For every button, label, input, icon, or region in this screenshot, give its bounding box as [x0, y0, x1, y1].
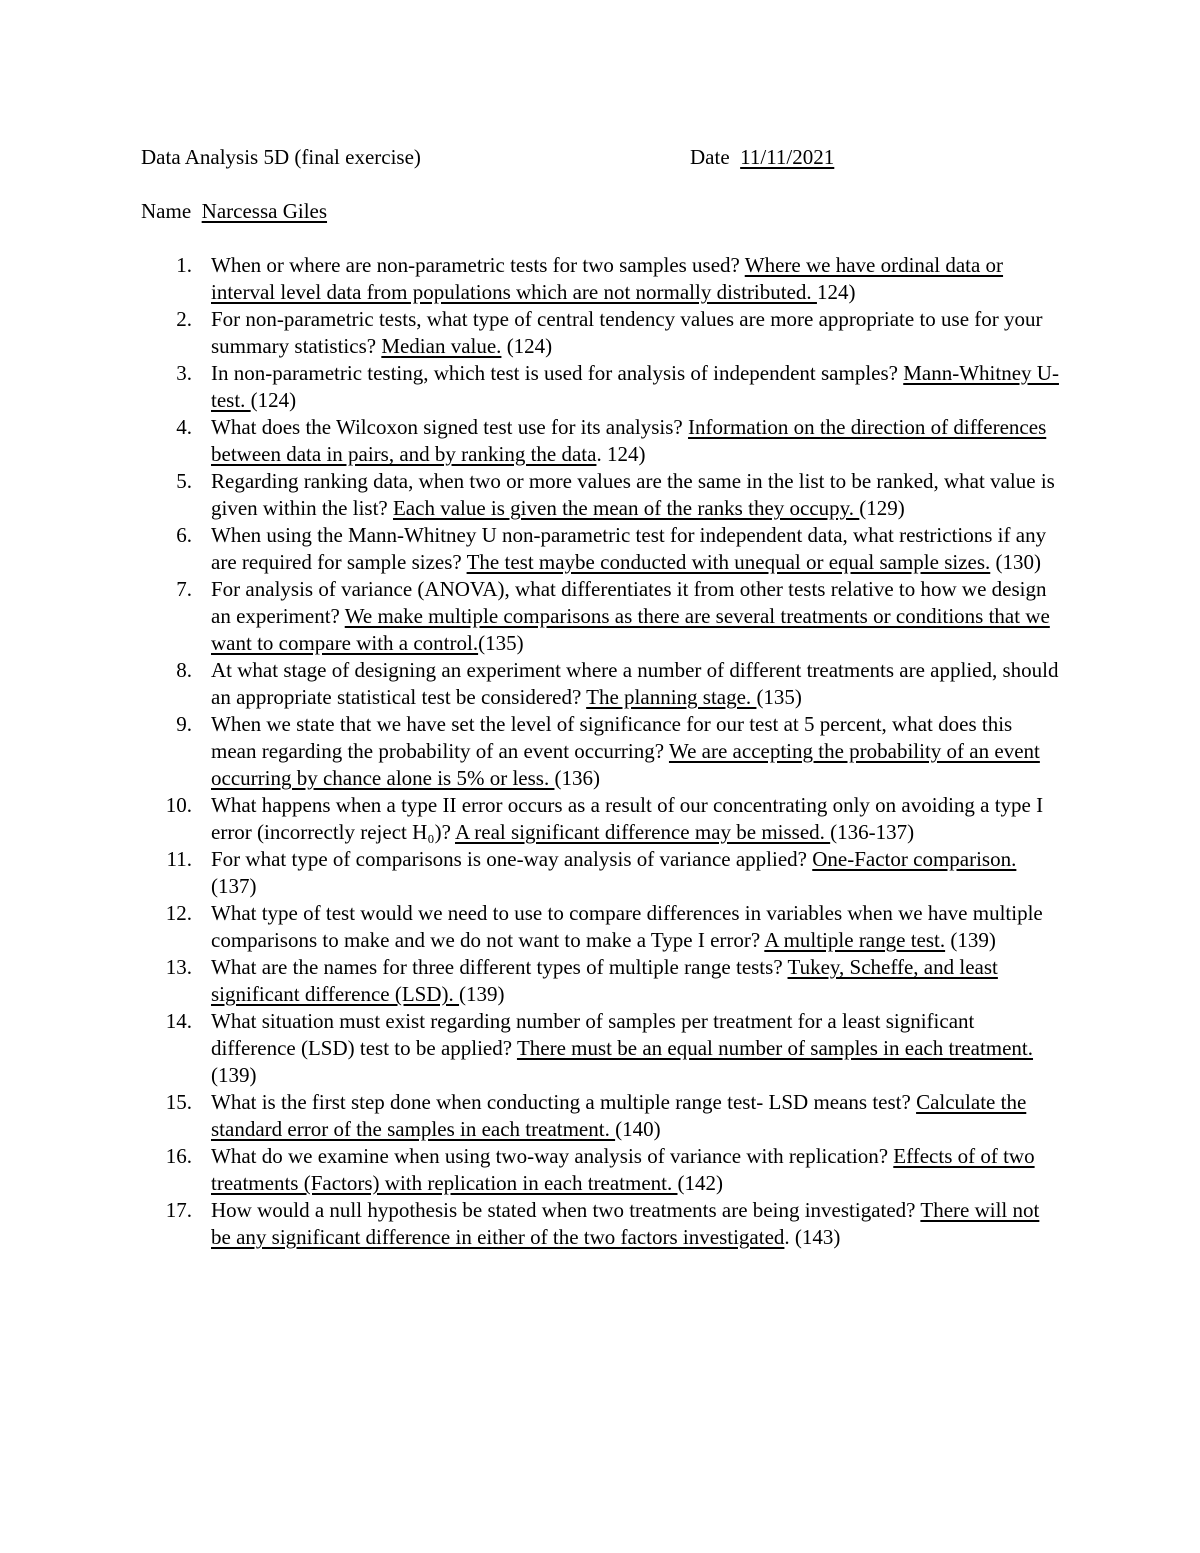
question-item [0, 900, 1061, 954]
page-reference: (135) [756, 685, 802, 709]
page-reference: (124) [250, 388, 297, 412]
question-text: When we state that we have set the level of significance for our test at 5 percent, what does this mean regarding the probability of an event occurring? [211, 712, 1013, 763]
answer-text: There will not be any significant difference in either of the two factors investigated [211, 1198, 1040, 1249]
question-number: 2. [176, 307, 192, 331]
answer-text: The planning stage. [586, 685, 757, 709]
name-value: Narcessa Giles [201, 199, 328, 223]
question-item [0, 414, 1061, 468]
page-reference: (135) [478, 631, 524, 655]
question-text: What situation must exist regarding number of samples per treatment for a least significant difference (LSD) test to be applied? [211, 1009, 975, 1060]
title-text: Data Analysis 5D (final exercise) [141, 145, 421, 169]
question-item [0, 657, 1061, 711]
question-text: What does the Wilcoxon signed test use for its analysis? [211, 415, 689, 439]
question-item [0, 792, 1061, 846]
question-number: 6. [176, 523, 192, 547]
question-item [0, 522, 1061, 576]
question-text: For what type of comparisons is one-way analysis of variance applied? [211, 847, 813, 871]
answer-text: Tukey, Scheffe, and least significant difference (LSD). [211, 955, 998, 1006]
page-reference: (136) [554, 766, 600, 790]
question-text: When using the Mann-Whitney U non-parametric test for independent data, what restrictions if any are required for sample sizes? [211, 523, 1047, 574]
question-item [0, 306, 1061, 360]
page-reference: . 124) [596, 442, 646, 466]
answer-text: Each value is given the mean of the ranks they occupy. [392, 496, 860, 520]
name-label: Name [141, 199, 192, 223]
question-number: 16. [165, 1144, 192, 1168]
page-reference: (139) [945, 928, 996, 952]
page-reference: (137) [211, 874, 257, 898]
question-text: What do we examine when using two-way analysis of variance with replication? [211, 1144, 894, 1168]
question-text: For non-parametric tests, what type of central tendency values are more appropriate to use for your summary statistics? [211, 307, 1043, 358]
page-reference: (130) [990, 550, 1042, 574]
answer-text: One-Factor comparison. [812, 847, 1017, 871]
question-list [0, 252, 1200, 1251]
answer-text: There must be an equal number of samples in each treatment. [516, 1036, 1034, 1060]
question-number: 7. [176, 577, 192, 601]
question-text: What are the names for three different types of multiple range tests? [211, 955, 788, 979]
question-text: What is the first step done when conducting a multiple range test- LSD means test? [211, 1090, 917, 1114]
page-reference: (142) [677, 1171, 723, 1195]
page-reference: (139) [211, 1063, 257, 1087]
answer-text: Where we have ordinal data or interval level data from populations which are not normally distributed. [211, 253, 1004, 304]
question-text: In non-parametric testing, which test is used for analysis of independent samples? [211, 361, 904, 385]
answer-text: Information on the direction of differences between data in pairs, and by ranking the data [211, 415, 1047, 466]
question-item [0, 711, 1061, 792]
question-item [0, 1089, 1061, 1143]
question-item [0, 360, 1061, 414]
document-title [141, 144, 421, 171]
question-text: What happens when a type II error occurs as a result of our concentrating only on avoiding a type I error (incorrectly reject H₀)? [211, 793, 1044, 844]
answer-text: A multiple range test. [764, 928, 946, 952]
page-reference: (136-137) [830, 820, 915, 844]
question-number: 10. [165, 793, 192, 817]
question-number: 13. [165, 955, 192, 979]
page-reference: (139) [459, 982, 505, 1006]
answer-text: Mann-Whitney U-test. [211, 361, 1059, 412]
question-item [0, 1197, 1061, 1251]
question-number: 3. [176, 361, 192, 385]
answer-text: Median value. [381, 334, 502, 358]
question-number: 9. [176, 712, 192, 736]
question-item [0, 252, 1061, 306]
answer-text: A real significant difference may be missed. [455, 820, 831, 844]
name-line [141, 198, 327, 225]
answer-text: We make multiple comparisons as there are several treatments or conditions that we want to compare with a control. [211, 604, 1050, 655]
question-item [0, 1143, 1061, 1197]
question-item [0, 468, 1061, 522]
question-text: How would a null hypothesis be stated when two treatments are being investigated? [211, 1198, 921, 1222]
question-item [0, 846, 1061, 900]
date-line [690, 144, 834, 171]
question-number: 15. [165, 1090, 192, 1114]
question-item [0, 954, 1061, 1008]
question-text: At what stage of designing an experiment where a number of different treatments are applied, should an appropriate statistical test be considered? [211, 658, 1059, 709]
page-reference: (124) [501, 334, 553, 358]
page-reference: . (143) [784, 1225, 841, 1249]
question-number: 1. [176, 253, 192, 277]
answer-text: The test maybe conducted with unequal or equal sample sizes. [466, 550, 991, 574]
question-item [0, 1008, 1061, 1089]
page-reference: 124) [816, 280, 856, 304]
question-number: 5. [176, 469, 192, 493]
question-text: What type of test would we need to use to compare differences in variables when we have multiple comparisons to make and we do not want to make a Type I error? [211, 901, 1043, 952]
question-number: 17. [165, 1198, 192, 1222]
question-text: When or where are non-parametric tests for two samples used? [211, 253, 745, 277]
answer-text: Effects of of two treatments (Factors) with replication in each treatment. [211, 1144, 1035, 1195]
question-number: 4. [176, 415, 192, 439]
question-number: 14. [165, 1009, 192, 1033]
question-text: Regarding ranking data, when two or more values are the same in the list to be ranked, what value is given within the list? [211, 469, 1055, 520]
answer-text: Calculate the standard error of the samples in each treatment. [211, 1090, 1027, 1141]
question-item [0, 576, 1061, 657]
question-number: 12. [165, 901, 192, 925]
question-number: 11. [166, 847, 192, 871]
date-value: 11/11/2021 [740, 145, 835, 169]
page-reference: (129) [859, 496, 905, 520]
question-number: 8. [176, 658, 192, 682]
question-text: For analysis of variance (ANOVA), what differentiates it from other tests relative to how we design an experiment? [211, 577, 1047, 628]
page-reference: (140) [615, 1117, 661, 1141]
answer-text: We are accepting the probability of an event occurring by chance alone is 5% or less. [211, 739, 1040, 790]
date-label: Date [690, 145, 730, 169]
